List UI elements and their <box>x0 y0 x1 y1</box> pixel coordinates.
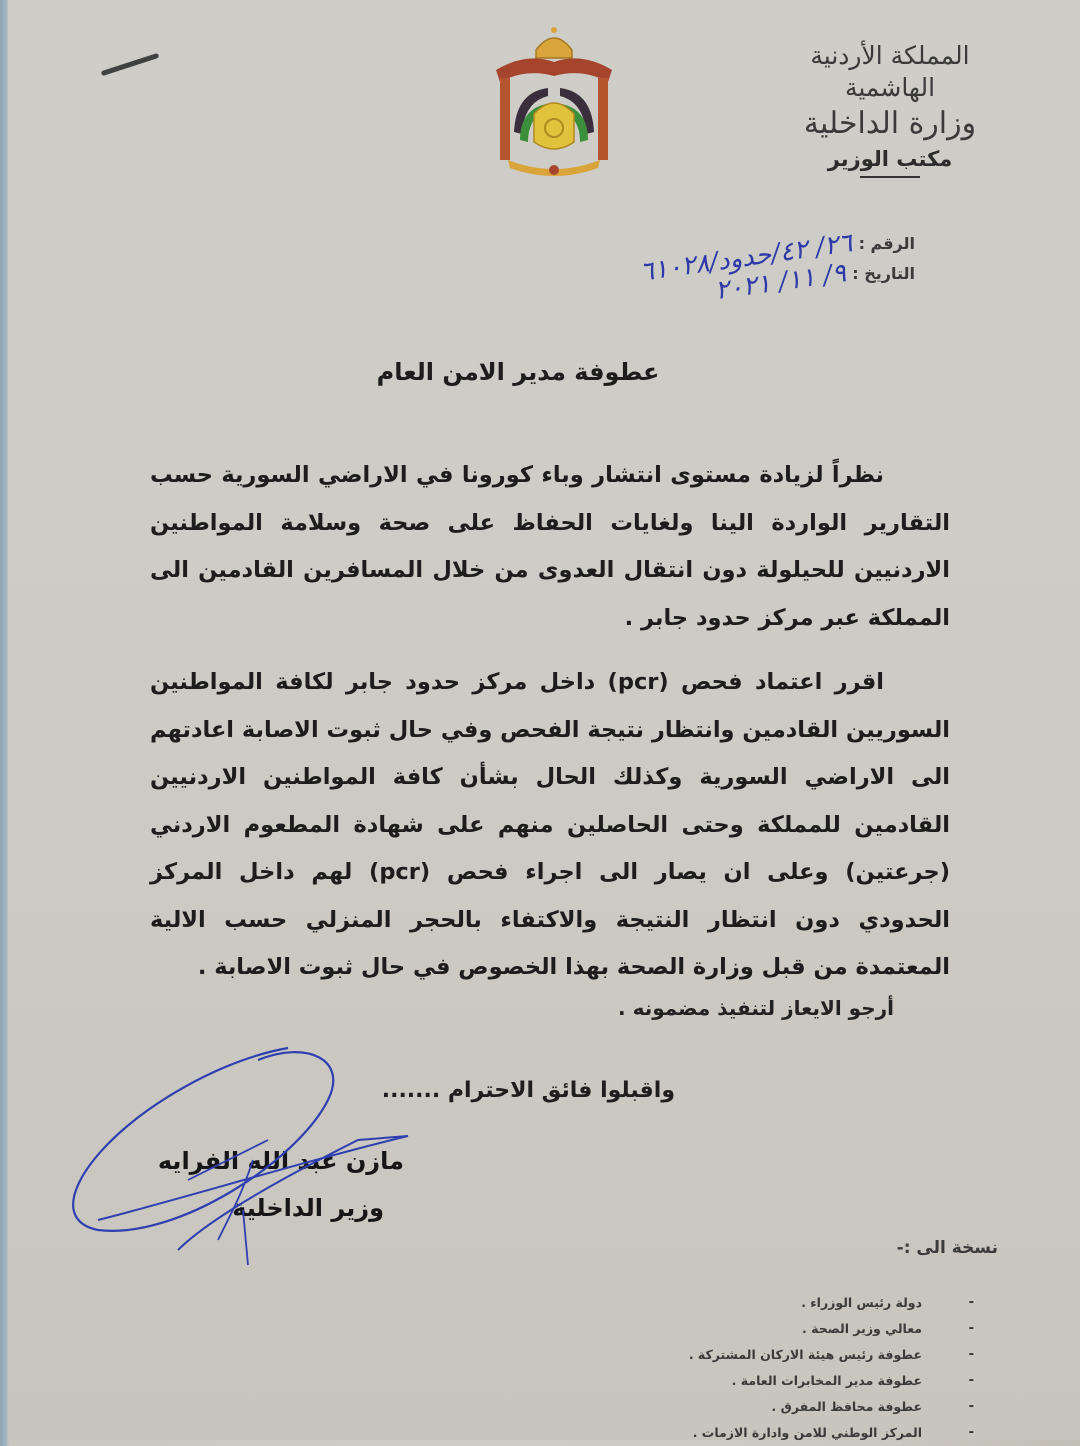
bullet-dash: - <box>968 1399 974 1414</box>
copies-list-item <box>688 1342 974 1368</box>
bullet-dash: - <box>968 1373 974 1388</box>
bullet-dash: - <box>968 1425 974 1440</box>
copies-heading: نسخة الى :- <box>896 1238 998 1258</box>
reference-block <box>575 228 915 307</box>
copy-recipient: معالي وزير الصحة . <box>802 1321 922 1336</box>
staple-mark <box>101 53 160 76</box>
document-page <box>8 0 1080 1440</box>
copy-recipient: عطوفة مدير المخابرات العامة . <box>731 1373 922 1388</box>
bullet-dash: - <box>968 1295 974 1310</box>
copies-list-item <box>689 1368 974 1394</box>
ministry-name: وزارة الداخلية <box>803 106 977 141</box>
request-line: أرجو الايعاز لتنفيذ مضمونه . <box>618 996 894 1020</box>
copies-list-item <box>689 1394 974 1420</box>
paragraph-2-text: اقرر اعتماد فحص (pcr) داخل مركز حدود جابر لكافة المواطنين السوريين القادمين وانتظار نتيجة الفحص وفي حال ثبوت الاصابة اعادتهم الى الاراضي السورية وكذلك الحال بشأن كافة المواطنين الاردنيين القادمين للمملكة وحتى الحاصلين منهم على شهادة المطعوم الاردني (جرعتين) وعلى ان يصار الى اجراء فحص (pcr) لهم داخل المركز الحدودي دون انتظار النتيجة والاكتفاء بالحجر المنزلي حسب الالية المعتمدة من قبل وزارة الصحة بهذا الخصوص في حال ثبوت الاصابة . <box>150 669 950 980</box>
body-paragraph-2 <box>150 659 950 992</box>
bullet-dash: - <box>968 1321 974 1336</box>
copies-list-item <box>689 1290 974 1316</box>
coat-of-arms-emblem <box>486 22 622 186</box>
kingdom-name: المملكة الأردنية الهاشمية <box>810 41 970 102</box>
signatory-title: وزير الداخلية <box>232 1194 384 1222</box>
office-underline <box>860 176 920 178</box>
copy-recipient: المركز الوطني للامن وادارة الازمات . <box>692 1425 922 1440</box>
copy-recipient: عطوفة رئيس هيئة الاركان المشتركة . <box>688 1347 922 1362</box>
addressee-heading: عطوفة مدير الامن العام <box>376 358 660 386</box>
reference-number-value: ٢٦/ ٤٢/حدود/٦١٠٢٨ <box>638 228 855 288</box>
paragraph-1-text: نظراً لزيادة مستوى انتشار وباء كورونا في الاراضي السورية حسب التقارير الواردة الينا ولغايات الحفاظ على صحة وسلامة المواطنين الاردنيين للحيلولة دون انتقال العدوى من خلال المسافرين القادمين الى المملكة عبر مركز حدود جابر . <box>150 462 950 631</box>
reference-date-value: ٩/ ١١/ ٢٠٢١ <box>713 258 849 307</box>
copies-list-item <box>689 1420 974 1446</box>
reference-number-label: الرقم : <box>858 233 915 253</box>
bullet-dash: - <box>968 1347 974 1362</box>
copies-list <box>688 1290 974 1446</box>
copies-list-item <box>689 1316 974 1342</box>
ministry-letterhead <box>770 40 1010 178</box>
body-paragraph-1 <box>150 452 950 642</box>
signatory-name: مازن عبد الله الفرايه <box>157 1147 404 1175</box>
closing-line: واقبلوا فائق الاحترام ....... <box>381 1078 675 1103</box>
copy-recipient: عطوفة محافظ المفرق . <box>771 1399 922 1414</box>
copy-recipient: دولة رئيس الوزراء . <box>801 1295 922 1310</box>
office-name: مكتب الوزير <box>827 147 953 171</box>
reference-date-label: التاريخ : <box>852 263 915 283</box>
